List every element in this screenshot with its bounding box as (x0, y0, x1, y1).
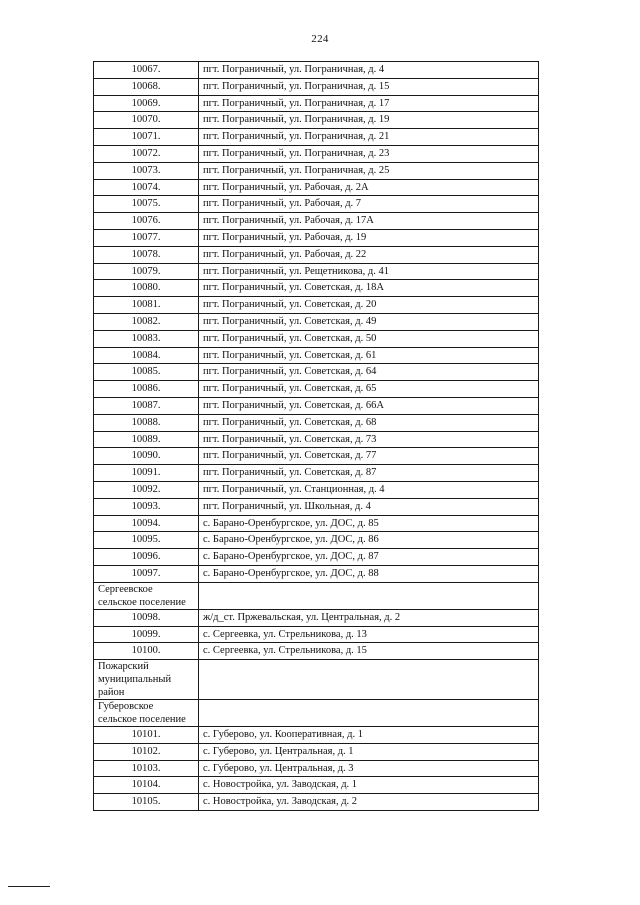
row-number: 10076. (94, 213, 199, 230)
section-row (94, 582, 539, 609)
row-number: 10094. (94, 515, 199, 532)
table-row (94, 727, 539, 744)
section-row (94, 700, 539, 727)
row-address: пгт. Пограничный, ул. Станционная, д. 4 (199, 481, 539, 498)
row-address: пгт. Пограничный, ул. Советская, д. 61 (199, 347, 539, 364)
row-number: 10103. (94, 760, 199, 777)
table-row (94, 498, 539, 515)
row-number: 10070. (94, 112, 199, 129)
row-address: пгт. Пограничный, ул. Рабочая, д. 22 (199, 246, 539, 263)
row-address: с. Барано-Оренбургское, ул. ДОС, д. 86 (199, 532, 539, 549)
row-number: 10086. (94, 381, 199, 398)
row-number: 10077. (94, 229, 199, 246)
table-row (94, 78, 539, 95)
section-title: Сергеевское сельское поселение (94, 582, 199, 609)
table-row (94, 95, 539, 112)
row-number: 10102. (94, 743, 199, 760)
row-number: 10074. (94, 179, 199, 196)
row-address: с. Сергеевка, ул. Стрельникова, д. 15 (199, 643, 539, 660)
table-row (94, 246, 539, 263)
table-row (94, 397, 539, 414)
row-address: с. Барано-Оренбургское, ул. ДОС, д. 88 (199, 565, 539, 582)
row-address: пгт. Пограничный, ул. Рабочая, д. 7 (199, 196, 539, 213)
table-row (94, 414, 539, 431)
section-empty-cell (199, 582, 539, 609)
row-address: пгт. Пограничный, ул. Советская, д. 64 (199, 364, 539, 381)
row-address: пгт. Пограничный, ул. Советская, д. 68 (199, 414, 539, 431)
table-row (94, 565, 539, 582)
row-number: 10080. (94, 280, 199, 297)
row-number: 10067. (94, 62, 199, 79)
row-address: с. Губерово, ул. Центральная, д. 3 (199, 760, 539, 777)
row-number: 10075. (94, 196, 199, 213)
row-number: 10101. (94, 727, 199, 744)
row-address: пгт. Пограничный, ул. Пограничная, д. 19 (199, 112, 539, 129)
row-number: 10088. (94, 414, 199, 431)
row-address: пгт. Пограничный, ул. Советская, д. 65 (199, 381, 539, 398)
row-number: 10084. (94, 347, 199, 364)
row-number: 10073. (94, 162, 199, 179)
row-address: пгт. Пограничный, ул. Советская, д. 87 (199, 465, 539, 482)
table-row (94, 263, 539, 280)
row-number: 10069. (94, 95, 199, 112)
row-number: 10071. (94, 129, 199, 146)
row-address: пгт. Пограничный, ул. Советская, д. 66А (199, 397, 539, 414)
table-row (94, 229, 539, 246)
address-table-body (94, 62, 539, 811)
row-address: пгт. Пограничный, ул. Рещетникова, д. 41 (199, 263, 539, 280)
row-address: с. Губерово, ул. Центральная, д. 1 (199, 743, 539, 760)
row-number: 10105. (94, 794, 199, 811)
row-address: пгт. Пограничный, ул. Советская, д. 73 (199, 431, 539, 448)
row-address: пгт. Пограничный, ул. Советская, д. 18А (199, 280, 539, 297)
table-row (94, 330, 539, 347)
row-address: ж/д_ст. Пржевальская, ул. Центральная, д. 2 (199, 609, 539, 626)
table-row (94, 643, 539, 660)
row-address: пгт. Пограничный, ул. Школьная, д. 4 (199, 498, 539, 515)
row-address: пгт. Пограничный, ул. Рабочая, д. 19 (199, 229, 539, 246)
row-address: пгт. Пограничный, ул. Советская, д. 49 (199, 313, 539, 330)
row-number: 10090. (94, 448, 199, 465)
table-row (94, 448, 539, 465)
table-row (94, 532, 539, 549)
table-row (94, 626, 539, 643)
table-row (94, 129, 539, 146)
row-number: 10091. (94, 465, 199, 482)
section-row (94, 660, 539, 700)
table-row (94, 364, 539, 381)
table-row (94, 481, 539, 498)
row-number: 10085. (94, 364, 199, 381)
row-number: 10097. (94, 565, 199, 582)
row-number: 10104. (94, 777, 199, 794)
table-row (94, 760, 539, 777)
row-address: с. Барано-Оренбургское, ул. ДОС, д. 85 (199, 515, 539, 532)
row-address: пгт. Пограничный, ул. Пограничная, д. 25 (199, 162, 539, 179)
table-row (94, 777, 539, 794)
footnote-divider (8, 886, 50, 887)
row-number: 10082. (94, 313, 199, 330)
table-row (94, 431, 539, 448)
address-table (93, 61, 539, 811)
row-address: пгт. Пограничный, ул. Пограничная, д. 4 (199, 62, 539, 79)
table-row (94, 347, 539, 364)
table-row (94, 381, 539, 398)
row-number: 10092. (94, 481, 199, 498)
row-address: с. Новостройка, ул. Заводская, д. 1 (199, 777, 539, 794)
row-address: пгт. Пограничный, ул. Рабочая, д. 2А (199, 179, 539, 196)
table-row (94, 162, 539, 179)
row-number: 10089. (94, 431, 199, 448)
table-row (94, 62, 539, 79)
table-row (94, 313, 539, 330)
row-address: пгт. Пограничный, ул. Советская, д. 50 (199, 330, 539, 347)
row-number: 10095. (94, 532, 199, 549)
section-title: Пожарский муниципальный район (94, 660, 199, 700)
table-row (94, 465, 539, 482)
row-address: пгт. Пограничный, ул. Советская, д. 20 (199, 297, 539, 314)
row-number: 10079. (94, 263, 199, 280)
row-address: пгт. Пограничный, ул. Пограничная, д. 23 (199, 145, 539, 162)
row-number: 10087. (94, 397, 199, 414)
table-row (94, 515, 539, 532)
table-row (94, 794, 539, 811)
page-number: 224 (311, 33, 329, 45)
row-address: пгт. Пограничный, ул. Рабочая, д. 17А (199, 213, 539, 230)
table-row (94, 743, 539, 760)
row-number: 10099. (94, 626, 199, 643)
row-address: пгт. Пограничный, ул. Пограничная, д. 21 (199, 129, 539, 146)
row-number: 10100. (94, 643, 199, 660)
row-address: пгт. Пограничный, ул. Пограничная, д. 17 (199, 95, 539, 112)
table-row (94, 549, 539, 566)
row-number: 10093. (94, 498, 199, 515)
row-address: пгт. Пограничный, ул. Пограничная, д. 15 (199, 78, 539, 95)
row-number: 10096. (94, 549, 199, 566)
table-row (94, 609, 539, 626)
table-row (94, 112, 539, 129)
table-row (94, 145, 539, 162)
row-number: 10098. (94, 609, 199, 626)
row-number: 10078. (94, 246, 199, 263)
table-row (94, 280, 539, 297)
row-number: 10072. (94, 145, 199, 162)
section-title: Губеровское сельское поселение (94, 700, 199, 727)
row-number: 10083. (94, 330, 199, 347)
row-number: 10081. (94, 297, 199, 314)
row-address: с. Барано-Оренбургское, ул. ДОС, д. 87 (199, 549, 539, 566)
row-address: пгт. Пограничный, ул. Советская, д. 77 (199, 448, 539, 465)
table-row (94, 196, 539, 213)
row-number: 10068. (94, 78, 199, 95)
section-empty-cell (199, 700, 539, 727)
row-address: с. Губерово, ул. Кооперативная, д. 1 (199, 727, 539, 744)
table-row (94, 297, 539, 314)
section-empty-cell (199, 660, 539, 700)
table-row (94, 179, 539, 196)
table-row (94, 213, 539, 230)
row-address: с. Сергеевка, ул. Стрельникова, д. 13 (199, 626, 539, 643)
row-address: с. Новостройка, ул. Заводская, д. 2 (199, 794, 539, 811)
